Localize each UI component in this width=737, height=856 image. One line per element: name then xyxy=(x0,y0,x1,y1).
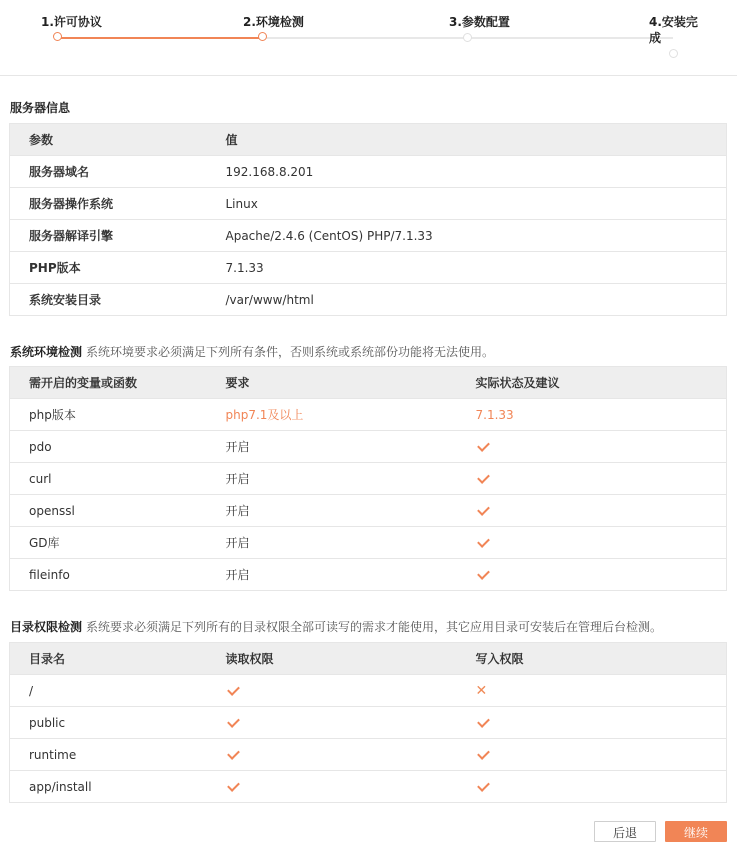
column-header: 写入权限 xyxy=(457,643,727,675)
step-dot-icon xyxy=(53,32,62,41)
table-row xyxy=(10,284,727,316)
table-cell: Linux xyxy=(207,188,727,220)
step-label: 2.环境检测 xyxy=(243,15,304,29)
table-cell: curl xyxy=(10,463,207,495)
table-cell xyxy=(457,495,727,527)
table-cell: 系统安装目录 xyxy=(10,284,207,316)
check-icon xyxy=(227,683,240,696)
column-header: 值 xyxy=(207,124,727,156)
check-icon xyxy=(477,715,490,728)
table-row xyxy=(10,675,727,707)
env-check-table xyxy=(9,366,727,591)
step-dot-icon xyxy=(463,33,472,42)
table-cell xyxy=(457,675,727,707)
table-cell xyxy=(207,675,457,707)
step-label: 3.参数配置 xyxy=(449,15,510,29)
column-header: 目录名 xyxy=(10,643,207,675)
table-row xyxy=(10,220,727,252)
table-cell: 服务器操作系统 xyxy=(10,188,207,220)
table-cell: app/install xyxy=(10,771,207,803)
table-cell: 服务器解译引擎 xyxy=(10,220,207,252)
table-cell xyxy=(457,431,727,463)
check-icon xyxy=(477,439,490,452)
step-label: 4.安装完成 xyxy=(649,15,698,45)
back-button[interactable]: 后退 xyxy=(594,821,656,842)
table-cell xyxy=(457,707,727,739)
check-icon xyxy=(477,503,490,516)
table-cell: 开启 xyxy=(207,495,457,527)
table-cell xyxy=(207,739,457,771)
table-row xyxy=(10,707,727,739)
table-row xyxy=(10,559,727,591)
table-cell: /var/www/html xyxy=(207,284,727,316)
table-cell: 服务器域名 xyxy=(10,156,207,188)
continue-button[interactable]: 继续 xyxy=(665,821,727,842)
table-row xyxy=(10,771,727,803)
table-row xyxy=(10,188,727,220)
install-steps xyxy=(0,0,737,76)
column-header: 要求 xyxy=(207,367,457,399)
table-cell: / xyxy=(10,675,207,707)
table-header-row xyxy=(10,124,727,156)
section-heading: 目录权限检测 xyxy=(10,620,83,634)
table-cell xyxy=(207,707,457,739)
table-row xyxy=(10,739,727,771)
check-icon xyxy=(477,471,490,484)
table-row xyxy=(10,252,727,284)
server-info-table xyxy=(9,123,727,316)
table-cell xyxy=(457,559,727,591)
section-heading: 系统环境检测 xyxy=(10,345,83,359)
table-cell: php7.1及以上 xyxy=(207,399,457,431)
check-icon xyxy=(227,715,240,728)
check-icon xyxy=(227,779,240,792)
table-row xyxy=(10,463,727,495)
table-cell: GD库 xyxy=(10,527,207,559)
dir-check-table xyxy=(9,642,727,803)
table-cell: public xyxy=(10,707,207,739)
check-icon xyxy=(477,567,490,580)
table-cell xyxy=(457,739,727,771)
table-header-row xyxy=(10,367,727,399)
table-cell xyxy=(457,527,727,559)
check-icon xyxy=(477,535,490,548)
table-cell: 开启 xyxy=(207,559,457,591)
column-header: 实际状态及建议 xyxy=(457,367,727,399)
table-cell: 开启 xyxy=(207,431,457,463)
check-icon xyxy=(227,747,240,760)
check-icon xyxy=(477,747,490,760)
table-cell xyxy=(457,463,727,495)
step-dot-icon xyxy=(669,49,678,58)
table-cell: 7.1.33 xyxy=(207,252,727,284)
dir-check-title xyxy=(10,618,662,635)
table-cell: fileinfo xyxy=(10,559,207,591)
table-cell xyxy=(207,771,457,803)
table-cell: runtime xyxy=(10,739,207,771)
table-cell xyxy=(457,771,727,803)
table-row xyxy=(10,527,727,559)
step-progress-line-done xyxy=(58,37,263,39)
table-cell: 7.1.33 xyxy=(457,399,727,431)
column-header: 需开启的变量或函数 xyxy=(10,367,207,399)
table-cell: 开启 xyxy=(207,463,457,495)
table-cell: php版本 xyxy=(10,399,207,431)
step-dot-icon xyxy=(258,32,267,41)
section-heading: 服务器信息 xyxy=(10,101,71,115)
table-cell: pdo xyxy=(10,431,207,463)
section-description: 系统环境要求必须满足下列所有条件，否则系统或系统部份功能将无法使用。 xyxy=(86,345,495,359)
check-icon xyxy=(477,779,490,792)
table-header-row xyxy=(10,643,727,675)
table-row xyxy=(10,431,727,463)
table-cell: openssl xyxy=(10,495,207,527)
table-row xyxy=(10,399,727,431)
step-label: 1.许可协议 xyxy=(41,15,102,29)
column-header: 读取权限 xyxy=(207,643,457,675)
section-description: 系统要求必须满足下列所有的目录权限全部可读写的需求才能使用，其它应用目录可安装后在管理后台检测。 xyxy=(86,620,663,634)
cross-icon: ✕ xyxy=(475,682,488,699)
table-cell: 开启 xyxy=(207,527,457,559)
env-check-title xyxy=(10,343,494,360)
server-info-title xyxy=(10,99,70,116)
table-cell: Apache/2.4.6 (CentOS) PHP/7.1.33 xyxy=(207,220,727,252)
table-row xyxy=(10,156,727,188)
table-cell: PHP版本 xyxy=(10,252,207,284)
column-header: 参数 xyxy=(10,124,207,156)
table-row xyxy=(10,495,727,527)
table-cell: 192.168.8.201 xyxy=(207,156,727,188)
